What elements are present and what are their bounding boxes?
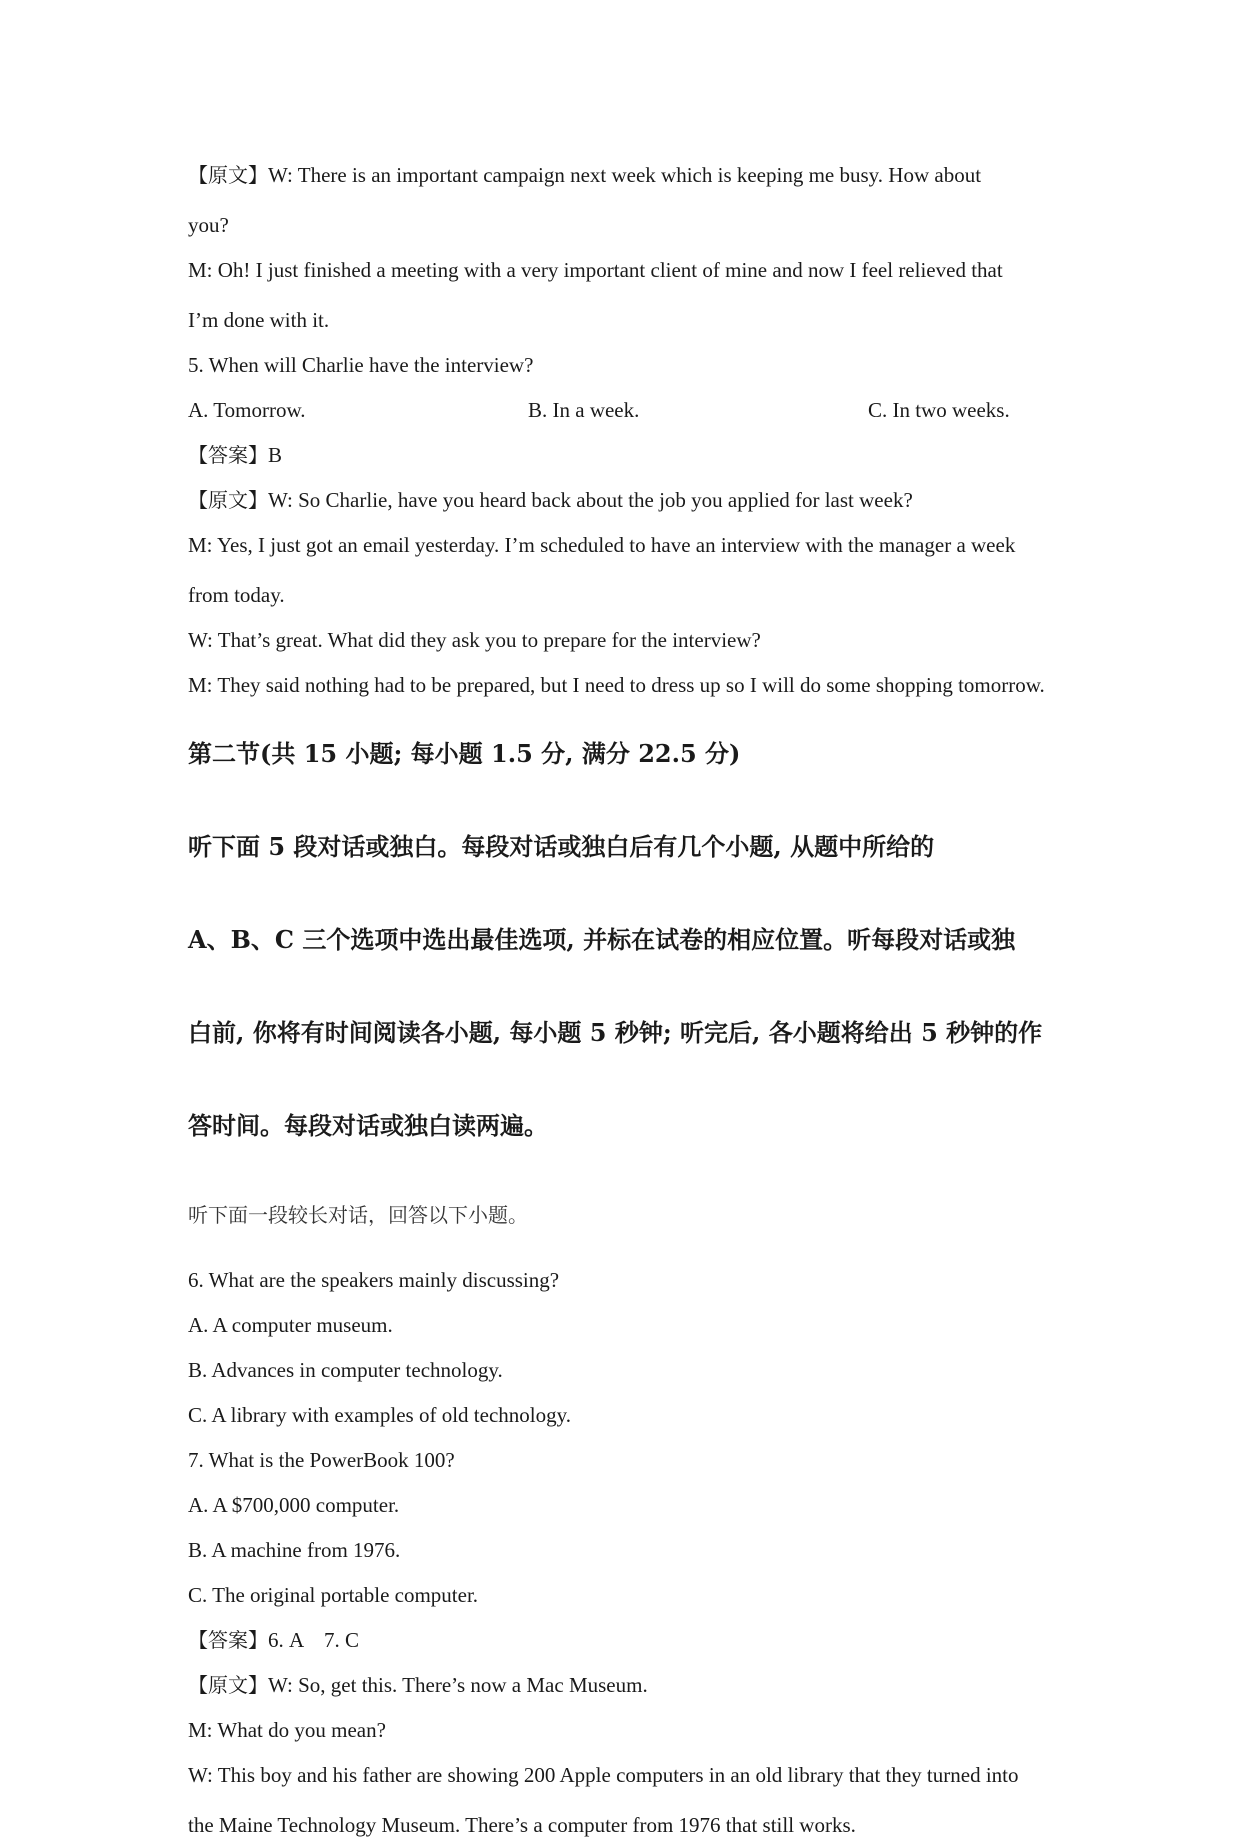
source-67-w2-line2: the Maine Technology Museum. There’s a computer from 1976 that still works.: [188, 1813, 856, 1837]
source-text-w-line1: 【原文】W: There is an important campaign next week which is keeping me busy. How about: [188, 163, 982, 187]
source-tag: 【原文】: [188, 163, 268, 187]
source-5-line2: M: Yes, I just got an email yesterday. I’m scheduled to have an interview with the manager a week: [188, 533, 1016, 557]
question-7-option-a: A. A $700,000 computer.: [188, 1493, 400, 1517]
source-5-line4: W: That’s great. What did they ask you to prepare for the interview?: [188, 628, 761, 652]
section-heading: 第二节(共 15 小题; 每小题 1.5 分, 满分 22.5 分): [188, 739, 741, 768]
question-7-option-b: B. A machine from 1976.: [188, 1538, 401, 1562]
question-6-option-b: B. Advances in computer technology.: [188, 1358, 503, 1382]
question-6-option-a: A. A computer museum.: [188, 1313, 393, 1337]
document-page: [188, 160, 1068, 1840]
question-5: 5. When will Charlie have the interview?: [188, 353, 534, 377]
section-instructions-line2: A、B、C 三个选项中选出最佳选项, 并标在试卷的相应位置。听每段对话或独: [188, 925, 1016, 954]
answers-6-7: 【答案】6. A 7. C: [188, 1628, 360, 1652]
option-c: C. In two weeks.: [868, 398, 1010, 422]
answer-tag: 【答案】: [188, 443, 268, 467]
option-a: A. Tomorrow.: [188, 398, 306, 422]
question-6-option-c: C. A library with examples of old technology.: [188, 1403, 571, 1427]
question-5-options: [188, 395, 1068, 425]
source-5-line3: from today.: [188, 583, 285, 607]
section-instructions-line1: 听下面 5 段对话或独白。每段对话或独白后有几个小题, 从题中所给的: [188, 832, 935, 861]
question-7: 7. What is the PowerBook 100?: [188, 1448, 455, 1472]
source-67-w2-line1: W: This boy and his father are showing 200 Apple computers in an old library that they turned into: [188, 1763, 1019, 1787]
answer-5: 【答案】B: [188, 443, 283, 467]
source-text-w-line2: you?: [188, 213, 229, 237]
section-instructions-line4: 答时间。每段对话或独白读两遍。: [188, 1111, 548, 1140]
source-5-line5: M: They said nothing had to be prepared, but I need to dress up so I will do some shopping tomorrow.: [188, 673, 1045, 697]
source-tag: 【原文】: [188, 488, 268, 512]
question-6: 6. What are the speakers mainly discussing?: [188, 1268, 560, 1292]
section-note: 听下面一段较长对话，回答以下小题。: [188, 1203, 528, 1227]
source-text-m-line2: I’m done with it.: [188, 308, 330, 332]
option-b: B. In a week.: [528, 398, 640, 422]
section-instructions-line3: 白前, 你将有时间阅读各小题, 每小题 5 秒钟; 听完后, 各小题将给出 5 秒钟的作: [188, 1018, 1043, 1047]
question-7-option-c: C. The original portable computer.: [188, 1583, 479, 1607]
source-67-m1: M: What do you mean?: [188, 1718, 386, 1742]
source-text-m-line1: M: Oh! I just finished a meeting with a very important client of mine and now I feel relieved that: [188, 258, 1003, 282]
source-tag: 【原文】: [188, 1673, 268, 1697]
answer-tag: 【答案】: [188, 1628, 268, 1652]
source-5-line1: 【原文】W: So Charlie, have you heard back about the job you applied for last week?: [188, 488, 913, 512]
source-67-w1: 【原文】W: So, get this. There’s now a Mac Museum.: [188, 1673, 648, 1697]
